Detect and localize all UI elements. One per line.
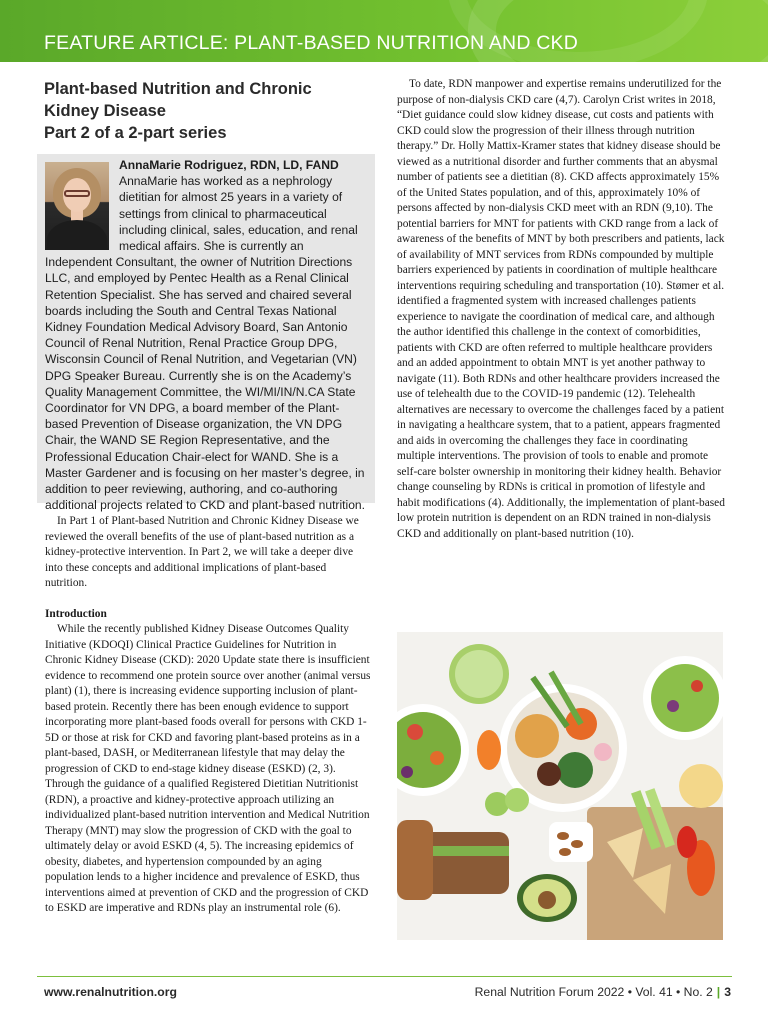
article-title-line-2: Kidney Disease [44, 102, 166, 120]
right-column-body [397, 77, 725, 542]
author-name: AnnaMarie Rodriguez, RDN, LD, FAND [119, 158, 339, 172]
website-link[interactable]: www.renalnutrition.org [44, 985, 177, 999]
photo-spacer [45, 156, 119, 252]
footer-publication-info [475, 985, 731, 999]
publication-info: Renal Nutrition Forum 2022 • Vol. 41 • No. 2 [474, 985, 713, 999]
author-bio-text: AnnaMarie has worked as a nephrology dietitian for almost 25 years in a variety of settings from clinical to pharmaceutical including clinical, sales, education, and renal medical affairs. She is currently an Independent Consultant, the owner of Nutrition Directions LLC, and employed by Pentec Health as a Renal Clinical Retention Specialist. She has served and chaired several boards including the South and Central Texas National Kidney Foundation Medical Advisory Board, San Antonio Council of Renal Nutrition, Renal Practice Group DPG, Wisconsin Council of Renal Nutrition, and Vegetarian (VN) DPG Speaker Bureau. Currently she is on the Academy’s Quality Management Committee, the WI/MI/IN/N.CA State Coordinator for VN DPG, a board member of the Plant-based Prevention of Disease organization, the VN DPG Chair, the WAND SE Region Representative, and the Professional Education Chair-elect for WAND. She is a Master Gardener and is focusing on her master’s degree, in addition to peer reviewing, authoring, and co-authoring additional projects related to CKD and plant-based nutrition. [45, 174, 366, 513]
footer-separator: | [716, 985, 721, 999]
food-illustration [397, 632, 723, 940]
plant-based-food-image [397, 632, 723, 940]
introduction-paragraph: While the recently published Kidney Disease Outcomes Quality Initiative (KDOQI) Clinical Practice Guidelines for Nutrition in Chronic Kidney Disease (CKD): 2020 Update state there is insufficient evidence to recommend one protein source over another (animal versus plant) (1), there is increasing evidence supporting inclusion of plant-based protein. Recently there has been enough evidence to support incorporating more plant-based foods overall for persons with CKD 1-5D or those at risk for CKD and favoring plant-based proteins as in a plant-based, DASH, or Mediterranean lifestyle that may delay the progression of CKD to end-stage kidney disease (ESKD) (2, 3). Through the guidance of a qualified Registered Dietitian Nutritionist (RDN), a proactive and kidney-protective approach utilizing an individualized plant-based nutrition intervention and Medical Nutrition Therapy (MNT) may slow the progression of CKD with the goal to ultimately delay or avoid ESKD (4, 5). The increasing epidemics of obesity, diabetes, and hypertension compounded by an aging population lends to a higher incidence and prevalence of ESKD, thus interventions aimed at prevention of CKD and the progression of CKD to ESKD are imperative and RDNs play an instrumental role (6). [45, 623, 371, 914]
article-title-block [37, 78, 375, 144]
footer-divider [37, 976, 732, 977]
author-bio [45, 156, 371, 513]
left-column-body [45, 514, 371, 917]
author-bio-box [37, 154, 375, 513]
right-column-paragraph: To date, RDN manpower and expertise remains underutilized for the purpose of non-dialysis CKD care (4,7). Carolyn Crist writes in 2018, “Diet guidance could slow kidney disease, cut costs and patients with CKD could slow the progression of their illness through nutrition therapy.” Dr. Holly Mattix-Kramer states that kidney disease should be viewed as a nutritional disorder and further comments that an abysmal number of patients see a dietitian (8). CKD affects approximately 15% of the United States population, and of this, approximately 10% of persons affected by non-dialysis CKD meet with an RDN (9,10). The potential barriers for MNT for patients with CKD range from a lack of awareness of the benefits of MNT by both prescribers and patients, lack of availability of MNT services from RDNs compounded by multiple barriers experienced by patients in coordination of multiple healthcare interventions requiring scheduling and transportation (10). Stømer et al. identified a fragmented system with increased challenges patients experience to navigate the coordination of medical care, and although the author identified this challenge in the context of comorbidities, patients with CKD are often referred to multiple healthcare providers and an added appointment to obtain MNT is yet another pathway to navigate (11). Both RDNs and other healthcare providers increased the use of telehealth due to the COVID-19 pandemic (12). Telehealth alternatives are necessary to overcome the challenges faced by a patient in navigating a healthcare system, that to a patient, appears fragmented and aids in overcoming the challenges they face in coordinating multiple interventions. The provision of tools to enable and promote self-care bolster ownership in monitoring their kidney health. Behavior change counseling by RDNs is critical in promotion of lifestyle and habit modifications (4). Additionally, the implementation of plant-based low protein nutrition is dependent on an RDN trained in non-dialysis CKD and additionally on plant-based nutrition (10). [397, 78, 725, 540]
page-number: 3 [724, 985, 731, 999]
introduction-heading: Introduction [45, 607, 107, 620]
banner-title: FEATURE ARTICLE: PLANT-BASED NUTRITION AND CKD [44, 32, 578, 54]
article-title-line-1: Plant-based Nutrition and Chronic [44, 80, 312, 98]
header-banner [0, 0, 768, 62]
article-subtitle: Part 2 of a 2-part series [44, 124, 227, 142]
intro-paragraph: In Part 1 of Plant-based Nutrition and Chronic Kidney Disease we reviewed the overall benefits of the use of plant-based nutrition as a kidney-protective intervention. In Part 2, we will take a deeper dive into these concepts and additional implications of plant-based nutrition. [45, 515, 359, 589]
